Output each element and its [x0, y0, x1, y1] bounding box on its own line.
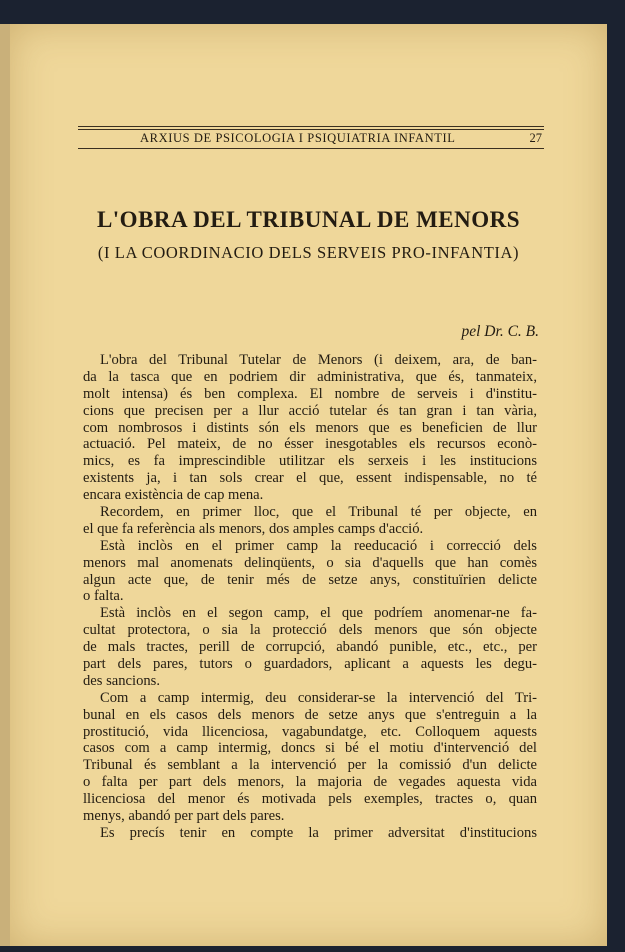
adjacent-page-edge [0, 24, 10, 946]
article-subtitle: (I LA COORDINACIO DELS SERVEIS PRO-INFANTIA) [97, 243, 520, 262]
body-line: da la tasca que en podriem dir administrativa, que és, tanmateix, [83, 368, 537, 385]
body-line: Recordem, en primer lloc, que el Tribunal té per objecte, en [100, 504, 537, 521]
body-line: encara existència de cap mena. [83, 487, 264, 504]
body-line: prostitució, vida llicenciosa, vagabundatge, etc. Colloquem aquests [83, 723, 537, 740]
body-line: o falta. [83, 588, 124, 605]
body-line: o falta per part dels menors, la majoria de vegades aquesta vida [83, 774, 537, 791]
article-title: L'OBRA DEL TRIBUNAL DE MENORS [96, 207, 521, 232]
body-line: casos com a camp intermig, doncs si bé el motiu d'intervenció del [83, 740, 537, 757]
header-double-rule [78, 126, 544, 130]
body-line: menys, abandó per part dels pares. [83, 808, 285, 825]
body-line: actuació. Pel mateix, de no ésser inesgotables els recursos econò- [83, 436, 537, 453]
body-line: menors mal anomenats delinqüents, o sia d'aquells que han comès [83, 554, 537, 571]
body-line: com nombrosos i distints són els menors que es beneficien de llur [83, 419, 537, 436]
body-line: Es precís tenir en compte la primer adversitat d'institucions [100, 824, 537, 841]
body-line: cions que precisen per a llur acció tutelar és tan gran i tan vària, [83, 402, 537, 419]
body-line: Està inclòs en el segon camp, el que podríem anomenar-ne fa- [100, 605, 537, 622]
body-line: Està inclòs en el primer camp la reeducació i correcció dels [100, 537, 537, 554]
body-line: existents ja, i tan sols crear el que, essent indispensable, no té [83, 470, 537, 487]
running-header [78, 122, 544, 152]
body-line: bunal en els casos dels menors de setze anys que s'entreguin a la [83, 706, 537, 723]
book-page [10, 24, 607, 946]
body-line: L'obra del Tribunal Tutelar de Menors (i deixem, ara, de ban- [100, 352, 537, 368]
body-line: llicenciosa del menor és motivada pels exemples, tractes o, quan [83, 791, 537, 808]
article-body [83, 352, 537, 842]
header-bottom-rule [78, 148, 544, 149]
body-line: algun acte que, de tenir més de setze anys, constituïrien delicte [83, 571, 537, 588]
body-line: Com a camp intermig, deu considerar-se la intervenció del Tri- [100, 689, 537, 706]
body-line: molt intensa) és ben complexa. El nombre de serveis i d'institu- [83, 385, 537, 402]
body-line: de mals tractes, perill de corrupció, abandó punible, etc., etc., per [83, 639, 537, 656]
article-author: pel Dr. C. B. [461, 323, 539, 340]
body-line: mics, es fa imprescindible utilitzar els serxeis i les institucions [83, 453, 537, 470]
body-line: el que fa referència als menors, dos amples camps d'acció. [83, 520, 424, 537]
body-line: cultat protectora, o sia la protecció dels menors que són objecte [83, 622, 537, 639]
body-line: des sancions. [83, 672, 161, 689]
page-number: 27 [529, 131, 542, 145]
body-line: part dels pares, tutors o guardadors, aplicant a aquests les degu- [83, 656, 537, 673]
journal-title: ARXIUS DE PSICOLOGIA I PSIQUIATRIA INFANTIL [140, 131, 456, 145]
body-line: Tribunal és semblant a la intervenció per la comissió d'un delicte [83, 757, 537, 774]
